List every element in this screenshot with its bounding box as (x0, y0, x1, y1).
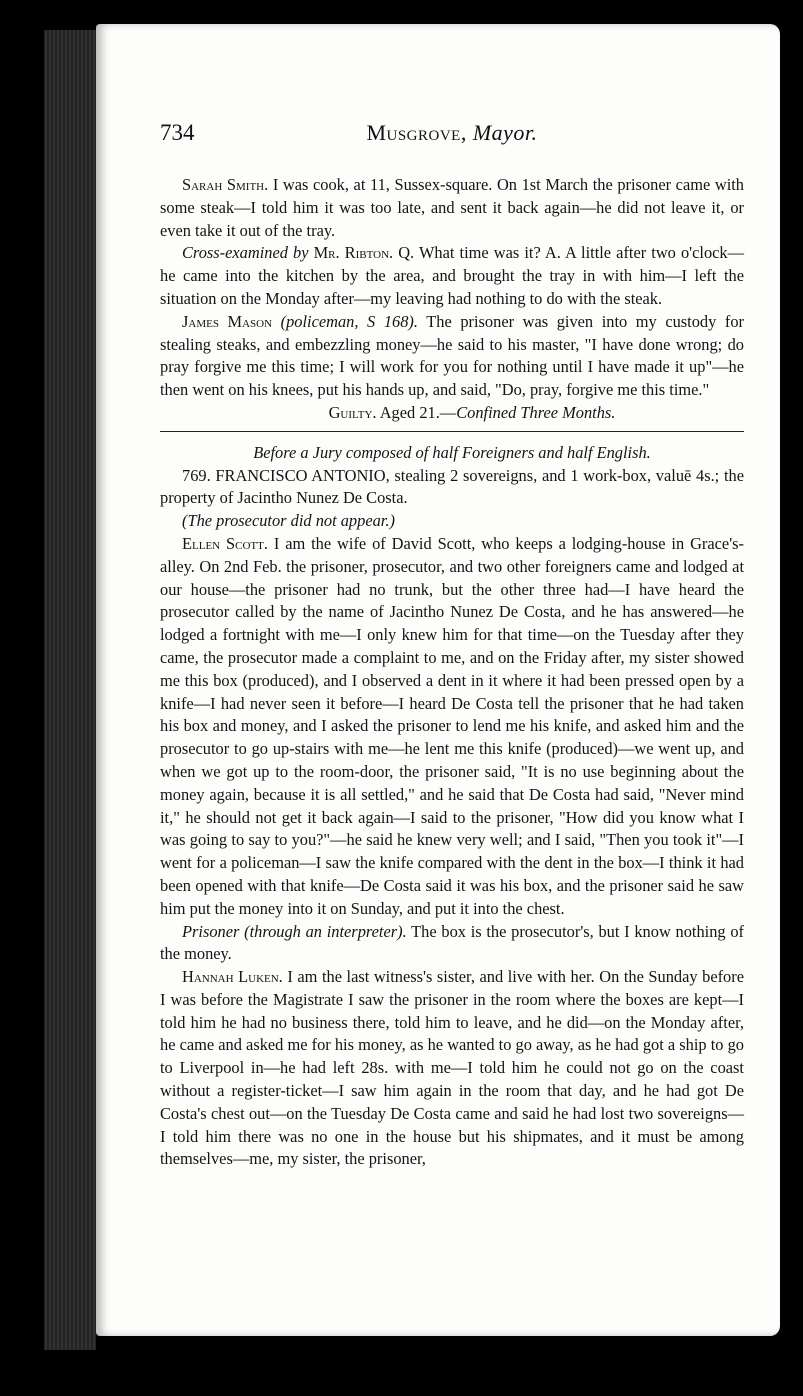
running-title-role: Mayor. (472, 120, 538, 145)
testimony-text: The prisoner was given into my custody for stealing steaks, and embezzling money—he said to his master, "I have done wrong; do pray forgive me this time; I will work for you for nothing until I have made it up"—he then went on his knees, put his hands up, and said, "Do, pray, forgive me this time." (160, 311, 744, 400)
running-title-name: Musgrove, (366, 120, 467, 145)
prisoner-statement (160, 921, 744, 967)
witness-name: Ellen Scott. (182, 533, 268, 553)
verdict-line (200, 402, 744, 425)
witness-name: Hannah Luken. (182, 967, 283, 987)
verdict-age: Aged 21.— (379, 402, 457, 422)
testimony-text: I was cook, at 11, Sussex-square. On 1st March the prisoner came with some steak—I told him it was too late, and sent it back again—he did not leave it, or even take it out of the tray. (160, 175, 744, 240)
testimony-ellen-scott (160, 533, 744, 921)
testimony-hannah-luken (160, 966, 744, 1171)
running-title (160, 120, 744, 146)
witness-name: James Mason (182, 311, 273, 331)
cross-examination (160, 242, 744, 310)
testimony-sarah-smith (160, 174, 744, 242)
page-header (160, 120, 744, 160)
prisoner-text: The box is the prosecutor's, but I know nothing of the money. (160, 921, 744, 964)
book-page (96, 24, 780, 1336)
witness-role: (policeman, S 168). (280, 311, 418, 331)
cross-examination-text: Q. What time was it? A. A little after two o'clock—he came into the kitchen by the area, and brought the tray in with him—I left the situation on the Monday after—my leaving had nothing to do with the steak. (160, 243, 744, 308)
prosecutor-note: (The prosecutor did not appear.) (182, 511, 395, 531)
prisoner-label: Prisoner (through an interpreter). (182, 921, 407, 941)
section-divider (160, 431, 744, 432)
witness-name: Sarah Smith. (182, 175, 269, 194)
testimony-text: I am the last witness's sister, and live with her. On the Sunday before I was before the Magistrate I saw the prisoner in the room where the boxes are kept—I told him he had no business there, told him to leave, and he did—on the Monday after, he came and asked me for his money, as he wanted to go away, as he had got a ship to go to Liverpool in—he had left 28s. with me—I told him he could not go on the coast without a register-ticket—I saw him again in the room that day, and he had got De Costa's chest out—on the Tuesday De Costa came and said he had lost two sovereigns—I told him there was no one in the house but his shipmates, and it must be among themselves—me, my sister, the prisoner, (160, 967, 744, 1169)
counsel-name: Mr. Ribton. (313, 243, 394, 263)
page-body (160, 174, 744, 1171)
case-heading: 769. FRANCISCO ANTONIO, stealing 2 sovereigns, and 1 work-box, valuē 4s.; the property of Jacintho Nunez De Costa. (160, 465, 744, 508)
verdict-sentence: Confined Three Months. (456, 402, 616, 422)
page-number: 734 (160, 120, 195, 145)
book-spine-edge (44, 30, 96, 1350)
testimony-text: I am the wife of David Scott, who keeps a lodging-house in Grace's-alley. On 2nd Feb. the prisoner, prosecutor, and two other foreigners came and lodged at our house—the prisoner had no trunk, but the other three had—I have heard the prosecutor called by the name of Jacintho Nunez De Costa, and he has answered—he lodged a fortnight with me—I only knew him for that time—on the Tuesday after they came, the prosecutor made a complaint to me, and on the Friday after, my sister showed me this box (produced), and I observed a dent in it where it had been pressed open by a knife—I had never seen it before—I heard De Costa tell the prisoner that he had taken his box and money, and I asked the prisoner to lend me his knife, and asked him and the prosecutor to go up-stairs with me—he lent me this knife (produced)—we went up, and when we got up to the room-door, the prisoner said, "It is no use beginning about the money again, because it is all settled," and he said that De Costa had said, "Never mind it," he should not get it back again—I said to the prisoner, "How did you know what I was going to say to you?"—he said he knew very well; and I said, "Then you took it"—I went for a policeman—I saw the knife compared with the dent in the box—I think it had been opened with that knife—De Costa said it was his box, and the prisoner said he saw him put the money into it on Sunday, and put it into the chest. (160, 533, 744, 918)
verdict-word: Guilty. (328, 402, 377, 422)
jury-heading: Before a Jury composed of half Foreigners and half English. (253, 442, 651, 462)
cross-examined-label: Cross-examined by (182, 243, 309, 263)
testimony-james-mason (160, 311, 744, 402)
